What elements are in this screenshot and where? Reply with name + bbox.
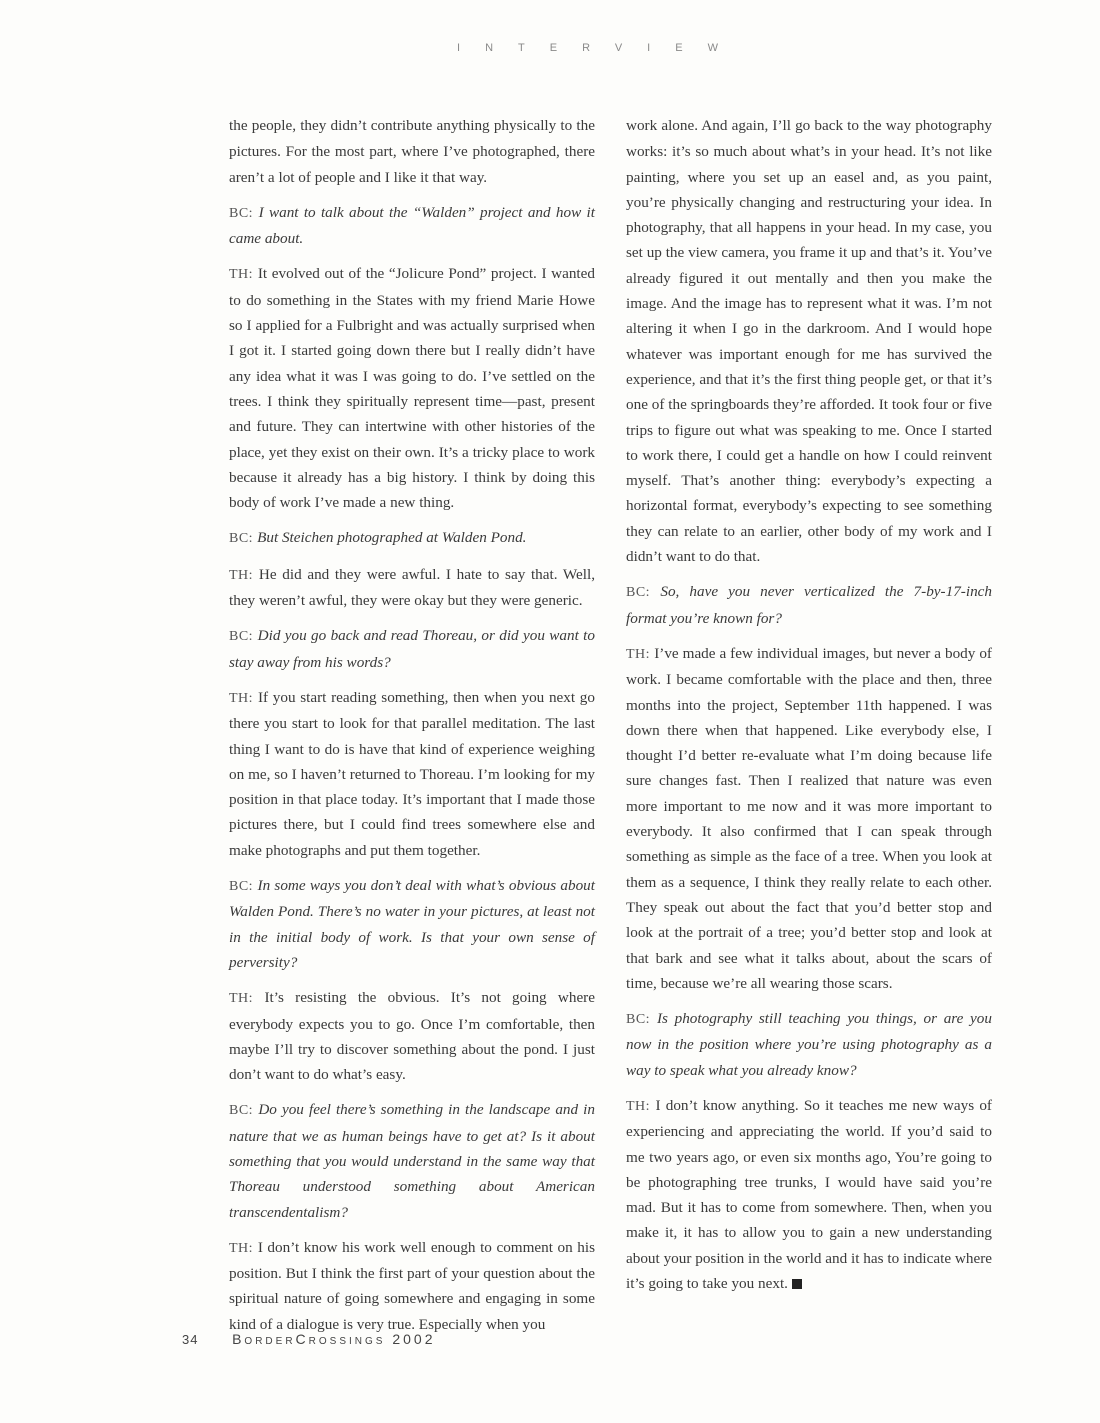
left-column (229, 113, 595, 1347)
paragraph-text: Did you go back and read Thoreau, or did you want to stay away from his words? (229, 627, 595, 671)
paragraph-text: Is photography still teaching you things, or are you now in the position where you’re using photography as a way to speak what you already know? (626, 1010, 992, 1079)
speaker-label: BC: (229, 531, 258, 547)
interview-answer (229, 1235, 595, 1337)
interview-answer (229, 685, 595, 863)
magazine-name: BorderCrossings 2002 (232, 1331, 436, 1347)
interview-question (626, 579, 992, 631)
interview-question (229, 525, 595, 551)
speaker-label: BC: (229, 1103, 259, 1119)
speaker-label: BC: (229, 629, 258, 645)
paragraph-text: I don’t know anything. So it teaches me new ways of experiencing and appreciating the world. If you’d said to me two years ago, or even six months ago, You’re going to be photographing tree trunks, I would have said you’re mad. But it has to come from somewhere. Then, when you make it, it has to allow you to gain a new understanding about your position in the world and it has to indicate where it’s going to take you next. (626, 1096, 992, 1293)
speaker-label: TH: (626, 1098, 656, 1114)
interview-answer (626, 113, 992, 569)
interview-answer (626, 1093, 992, 1296)
interview-answer (229, 985, 595, 1087)
interview-question (229, 1097, 595, 1224)
speaker-label: TH: (626, 646, 655, 662)
interview-question (626, 1006, 992, 1083)
paragraph-text: So, have you never verticalized the 7-by-17-inch format you’re known for? (626, 583, 992, 627)
speaker-label: TH: (229, 267, 258, 283)
paragraph-text: In some ways you don’t deal with what’s obvious about Walden Pond. There’s no water in your pictures, at least not in the initial body of work. Is that your own sense of perversity? (229, 877, 595, 971)
interview-answer (229, 562, 595, 614)
speaker-label: TH: (229, 690, 258, 706)
paragraph-text: If you start reading something, then when you next go there you start to look for that parallel meditation. The last thing I want to do is have that kind of experience weighing on me, so I haven’t returned to Thoreau. I’m looking for my position in that place today. It’s important that I made those pictures there, but I could find trees somewhere else and make photographs and put them together. (229, 688, 595, 859)
paragraph-text: Do you feel there’s something in the landscape and in nature that we as human beings have to get at? Is it about something that you would understand in the same way that Thoreau understood something about American transcendentalism? (229, 1101, 595, 1221)
paragraph-text: I don’t know his work well enough to comment on his position. But I think the first part of your question about the spiritual nature of going somewhere and engaging in some kind of a dialogue is very true. Especially when you (229, 1238, 595, 1333)
paragraph-text: work alone. And again, I’ll go back to the way photography works: it’s so much about what’s in your head. It’s not like painting, where you set up an easel and, as you paint, you’re physically changing and restructuring your idea. In photography, that all happens in your head. In my case, you set up the view camera, you frame it up and that’s it. You’ve already figured it out mentally and then you make the image. And the image has to represent what it was. I’m not altering it when I go in the darkroom. And I would hope whatever was important enough for me has survived the experience, and that it’s the first thing people get, or that it’s one of the springboards they’re afforded. It took four or five trips to figure out what was speaking to me. Once I started to work there, I could get a handle on how I could reinvent myself. That’s another thing: everybody’s expecting a horizontal format, everybody’s expecting to see something they can relate to an earlier, other body of my work and I didn’t want to do that. (626, 117, 992, 566)
page-footer (182, 1331, 435, 1347)
interview-question (229, 623, 595, 675)
end-of-article-mark (792, 1279, 802, 1289)
speaker-label: BC: (229, 879, 258, 895)
running-head: INTERVIEW (457, 42, 743, 54)
paragraph-text: the people, they didn’t contribute anything physically to the pictures. For the most part, where I’ve photographed, there aren’t a lot of people and I like it that way. (229, 117, 595, 186)
speaker-label: BC: (626, 1012, 657, 1028)
interview-answer (229, 113, 595, 190)
speaker-label: TH: (229, 991, 265, 1007)
paragraph-text: I want to talk about the “Walden” project and how it came about. (229, 203, 595, 248)
paragraph-text: It’s resisting the obvious. It’s not going where everybody expects you to go. Once I’m comfortable, then maybe I’ll try to discover something about the pond. I just don’t want to do what’s easy. (229, 989, 595, 1084)
interview-answer (626, 641, 992, 996)
paragraph-text: It evolved out of the “Jolicure Pond” project. I wanted to do something in the States with my friend Marie Howe so I applied for a Fulbright and was actually surprised when I got it. I started going down there but I really didn’t have any idea what it was I was going to do. I’ve settled on the trees. I think they spiritually represent time—past, present and future. They can intertwine with other histories of the place, yet they exist on their own. It’s a tricky place to work because it already has a big history. I think by doing this body of work I’ve made a new thing. (229, 265, 595, 512)
speaker-label: BC: (626, 585, 661, 601)
speaker-label: TH: (229, 567, 259, 583)
right-column (626, 113, 992, 1306)
page-number: 34 (182, 1332, 199, 1347)
speaker-label: BC: (229, 205, 259, 221)
interview-answer (229, 261, 595, 515)
interview-question (229, 200, 595, 252)
paragraph-text: But Steichen photographed at Walden Pond. (257, 529, 527, 547)
paragraph-text: I’ve made a few individual images, but never a body of work. I became comfortable with the place and then, three months into the project, September 11th happened. I was down there when that happened. Like everybody else, I thought I’d better re-evaluate what I’m doing because life sure changes fast. Then I realized that nature was even more important to me now and it was more important to everybody. It also confirmed that I can speak through something as simple as the face of a tree. When you look at them as a sequence, I think they really relate to each other. They speak out about the fact that you’d better stop and look at the portrait of a tree; you’d better stop and look at that bark and see what it talks about, about the scars of time, because we’re all wearing those scars. (626, 644, 992, 992)
paragraph-text: He did and they were awful. I hate to say that. Well, they weren’t awful, they were okay but they were generic. (229, 565, 595, 610)
interview-question (229, 873, 595, 975)
speaker-label: TH: (229, 1240, 258, 1256)
